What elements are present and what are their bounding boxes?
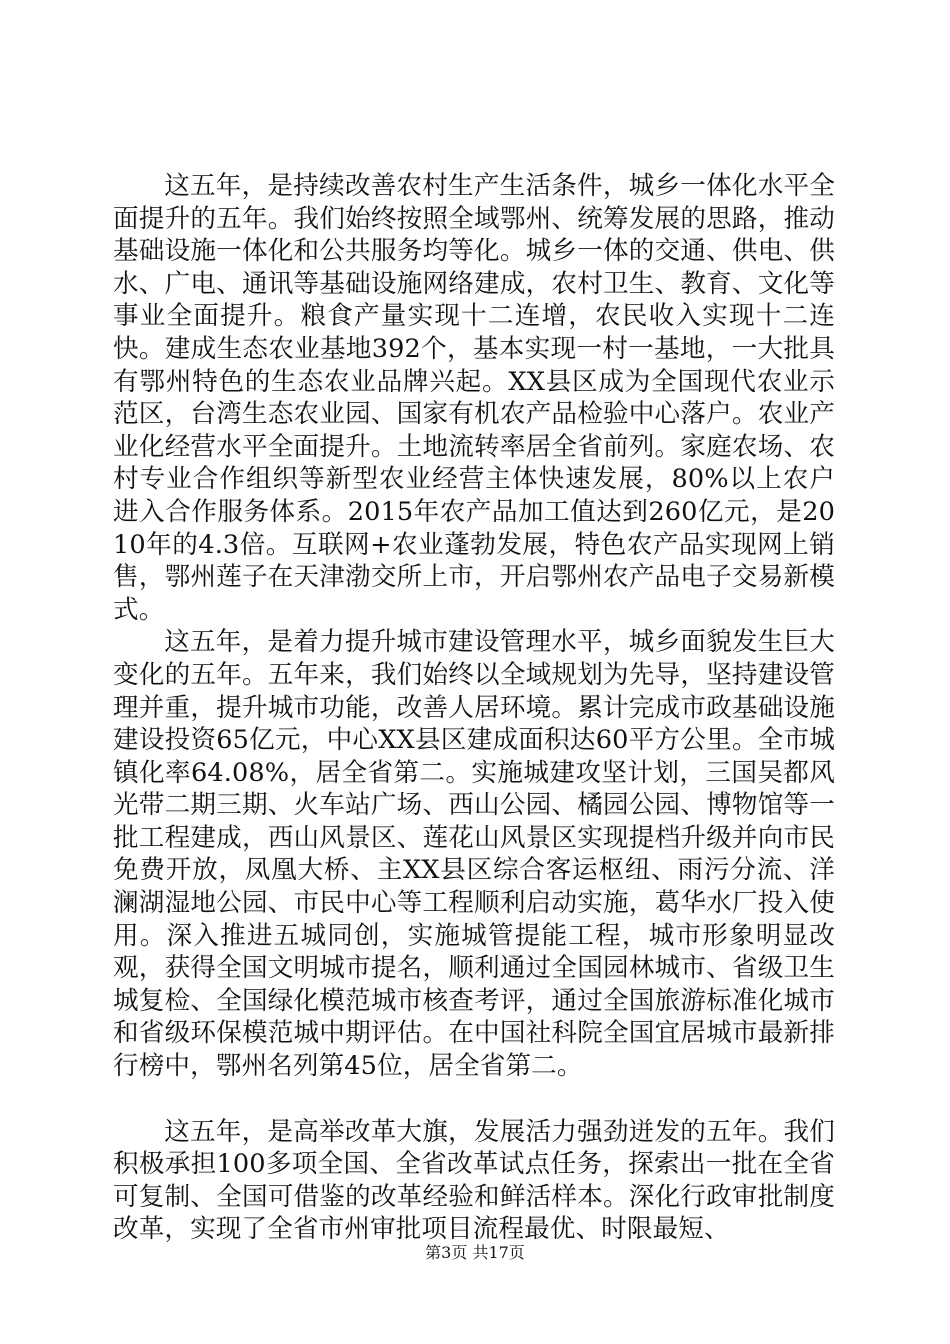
page-number-footer: 第3页 共17页 <box>425 1243 525 1262</box>
document-body <box>113 170 835 1246</box>
paragraph-urban-construction: 这五年，是着力提升城市建设管理水平，城乡面貌发生巨大变化的五年。五年来，我们始终以全域规划为先导，坚持建设管理并重，提升城市功能，改善人居环境。累计完成市政基础设施建设投资65亿元，中心XX县区建成面积达60平方公里。全市城镇化率64.08%，居全省第二。实施城建攻坚计划，三国吴都风光带二期三期、火车站广场、西山公园、橘园公园、博物馆等一批工程建成，西山风景区、莲花山风景区实现提档升级并向市民免费开放，凤凰大桥、主XX县区综合客运枢纽、雨污分流、洋澜湖湿地公园、市民中心等工程顺利启动实施，葛华水厂投入使用。深入推进五城同创，实施城管提能工程，城市形象明显改观，获得全国文明城市提名，顺利通过全国园林城市、省级卫生城复检、全国绿化模范城市核查考评，通过全国旅游标准化城市和省级环保模范城中期评估。在中国社科院全国宜居城市最新排行榜中，鄂州名列第45位，居全省第二。 <box>113 627 835 1082</box>
paragraph-reform: 这五年，是高举改革大旗，发展活力强劲迸发的五年。我们积极承担100多项全国、全省改革试点任务，探索出一批在全省可复制、全国可借鉴的改革经验和鲜活样本。深化行政审批制度改革，实现了全省市州审批项目流程最优、时限最短、 <box>113 1116 835 1245</box>
paragraph-rural-development: 这五年，是持续改善农村生产生活条件，城乡一体化水平全面提升的五年。我们始终按照全域鄂州、统筹发展的思路，推动基础设施一体化和公共服务均等化。城乡一体的交通、供电、供水、广电、通讯等基础设施网络建成，农村卫生、教育、文化等事业全面提升。粮食产量实现十二连增，农民收入实现十二连快。建成生态农业基地392个，基本实现一村一基地，一大批具有鄂州特色的生态农业品牌兴起。XX县区成为全国现代农业示范区，台湾生态农业园、国家有机农产品检验中心落户。农业产业化经营水平全面提升。土地流转率居全省前列。家庭农场、农村专业合作组织等新型农业经营主体快速发展，80%以上农户进入合作服务体系。2015年农产品加工值达到260亿元，是2010年的4.3倍。互联网+农业蓬勃发展，特色农产品实现网上销售，鄂州莲子在天津渤交所上市，开启鄂州农产品电子交易新模式。 <box>113 171 835 625</box>
